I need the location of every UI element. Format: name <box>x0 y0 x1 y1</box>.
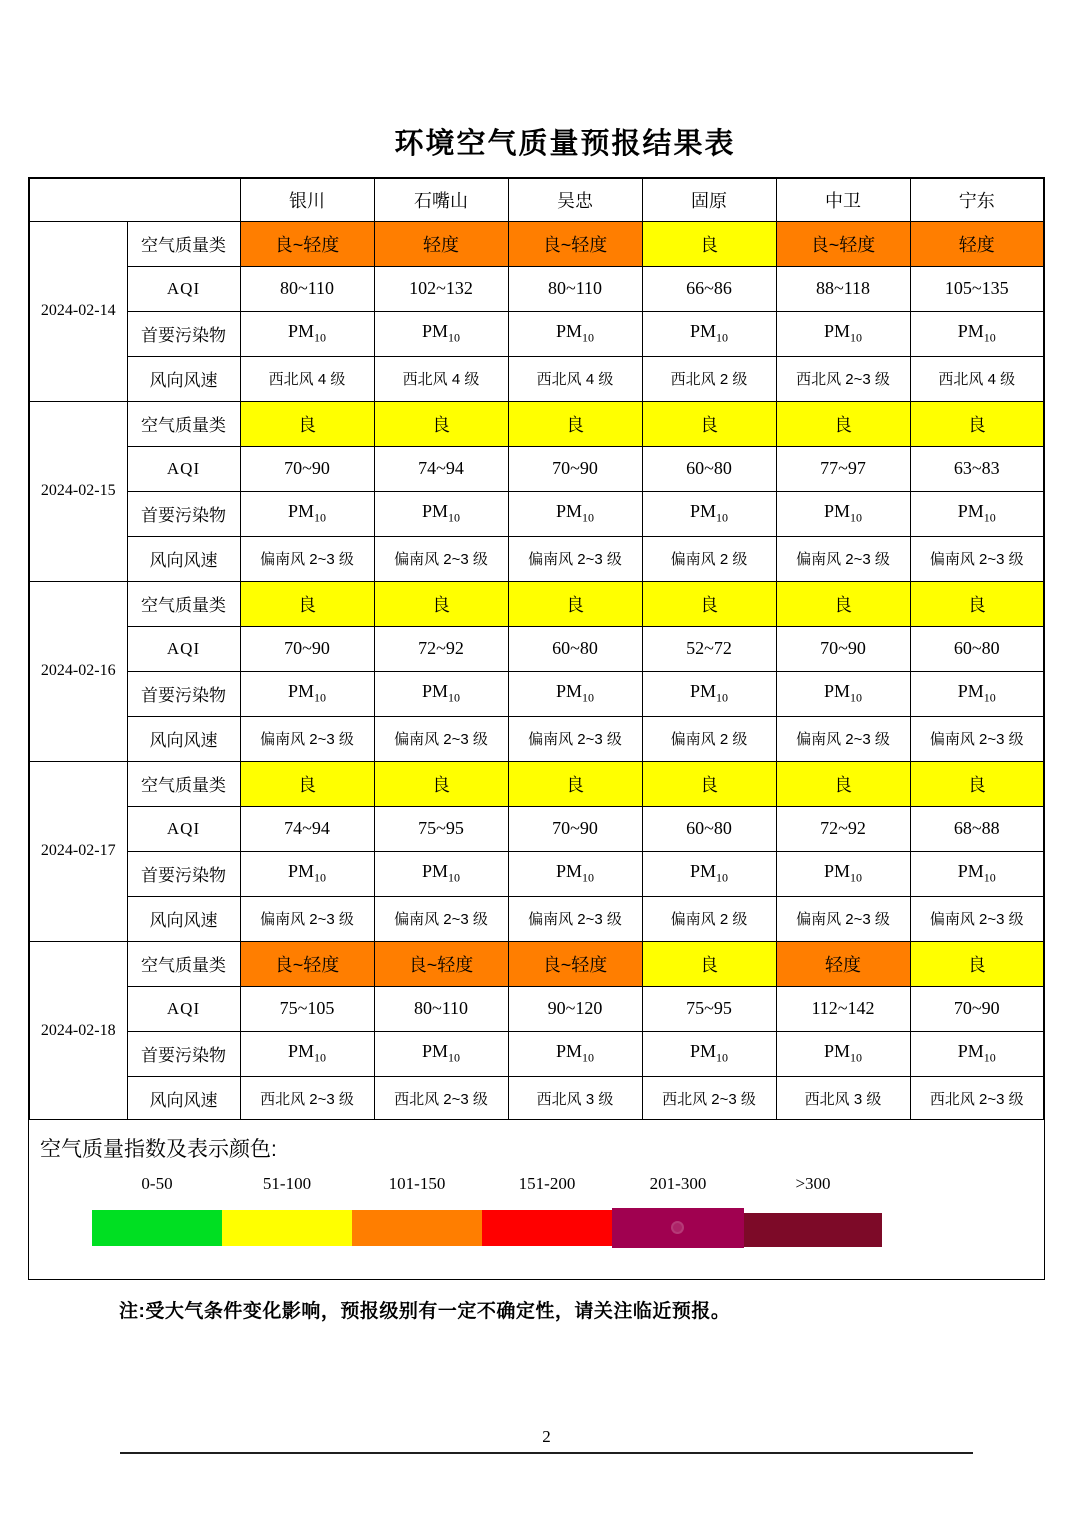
metric-label-pollutant: 首要污染物 <box>127 311 240 356</box>
pollutant-base: PM <box>421 321 448 342</box>
pollutant-cell <box>374 1031 508 1076</box>
pollutant-base: PM <box>823 681 850 702</box>
metric-label-aqi: AQI <box>127 626 240 671</box>
pollutant-base: PM <box>421 681 448 702</box>
pollutant-subscript: 10 <box>716 1050 728 1065</box>
wind-cell: 偏南风 2~3 级 <box>776 536 910 581</box>
metric-label-aqi: AQI <box>127 266 240 311</box>
legend-range-label: 51-100 <box>262 1174 312 1193</box>
wind-cell: 西北风 4 级 <box>508 356 642 401</box>
pollutant-base: PM <box>555 321 582 342</box>
pollutant-base: PM <box>421 1041 448 1062</box>
pollutant-subscript: 10 <box>716 870 728 885</box>
pollutant-cell <box>508 671 642 716</box>
wind-cell: 偏南风 2~3 级 <box>240 536 374 581</box>
pollutant-subscript: 10 <box>582 330 594 345</box>
pollutant-cell <box>374 671 508 716</box>
footer-rule <box>120 1452 973 1454</box>
pollutant-base: PM <box>823 501 850 522</box>
aqi-cell: 80~110 <box>374 986 508 1031</box>
legend-range <box>92 1173 222 1246</box>
quality-cell: 良 <box>910 941 1044 986</box>
aqi-cell: 70~90 <box>240 626 374 671</box>
city-header: 吴忠 <box>508 178 642 221</box>
aqi-cell: 52~72 <box>642 626 776 671</box>
quality-cell: 良 <box>776 581 910 626</box>
aqi-cell: 77~97 <box>776 446 910 491</box>
pollutant-base: PM <box>689 501 716 522</box>
aqi-cell: 74~94 <box>240 806 374 851</box>
table-row <box>29 806 1044 851</box>
legend-range <box>352 1173 482 1246</box>
aqi-cell: 70~90 <box>508 446 642 491</box>
quality-cell: 良 <box>642 221 776 266</box>
quality-cell: 轻度 <box>776 941 910 986</box>
pollutant-subscript: 10 <box>850 870 862 885</box>
quality-cell: 良~轻度 <box>240 221 374 266</box>
city-header: 石嘴山 <box>374 178 508 221</box>
quality-cell: 良 <box>240 401 374 446</box>
pollutant-subscript: 10 <box>314 690 326 705</box>
metric-label-quality: 空气质量类 <box>127 761 240 806</box>
pollutant-subscript: 10 <box>983 330 996 345</box>
pollutant-cell <box>508 851 642 896</box>
pollutant-base: PM <box>957 501 984 522</box>
wind-cell: 偏南风 2~3 级 <box>508 896 642 941</box>
table-row <box>29 581 1044 626</box>
pollutant-cell <box>508 1031 642 1076</box>
aqi-cell: 112~142 <box>776 986 910 1031</box>
pollutant-cell <box>910 491 1044 536</box>
pollutant-base: PM <box>287 1041 314 1062</box>
wind-cell: 西北风 3 级 <box>776 1076 910 1121</box>
wind-cell: 偏南风 2~3 级 <box>240 896 374 941</box>
page-number: 2 <box>542 1427 551 1446</box>
pollutant-subscript: 10 <box>983 870 996 885</box>
aqi-cell: 75~105 <box>240 986 374 1031</box>
pollutant-subscript: 10 <box>716 330 728 345</box>
pollutant-cell <box>374 491 508 536</box>
pollutant-subscript: 10 <box>448 870 460 885</box>
wind-cell: 偏南风 2~3 级 <box>910 716 1044 761</box>
metric-label-pollutant: 首要污染物 <box>127 851 240 896</box>
legend-color-swatch <box>352 1210 482 1246</box>
table-header-row <box>29 178 1044 221</box>
table-row <box>29 896 1044 941</box>
pollutant-cell <box>910 1031 1044 1076</box>
pollutant-cell <box>642 311 776 356</box>
pollutant-base: PM <box>689 321 716 342</box>
legend-color-swatch <box>612 1208 744 1248</box>
aqi-cell: 105~135 <box>910 266 1044 311</box>
aqi-cell: 70~90 <box>240 446 374 491</box>
aqi-cell: 80~110 <box>508 266 642 311</box>
quality-cell: 良 <box>776 761 910 806</box>
quality-cell: 良 <box>642 941 776 986</box>
table-row <box>29 446 1044 491</box>
wind-cell: 偏南风 2~3 级 <box>776 716 910 761</box>
pollutant-subscript: 10 <box>314 510 326 525</box>
pollutant-base: PM <box>689 1041 716 1062</box>
wind-cell: 西北风 3 级 <box>508 1076 642 1121</box>
pollutant-subscript: 10 <box>850 1050 862 1065</box>
table-row <box>29 536 1044 581</box>
wind-cell: 偏南风 2~3 级 <box>776 896 910 941</box>
pollutant-cell <box>240 311 374 356</box>
aqi-cell: 60~80 <box>508 626 642 671</box>
aqi-cell: 72~92 <box>374 626 508 671</box>
pollutant-subscript: 10 <box>582 1050 594 1065</box>
legend-range-label: 151-200 <box>518 1174 576 1193</box>
pollutant-base: PM <box>957 861 984 882</box>
legend-range <box>222 1173 352 1246</box>
metric-label-quality: 空气质量类 <box>127 941 240 986</box>
pollutant-cell <box>910 851 1044 896</box>
pollutant-subscript: 10 <box>983 510 996 525</box>
pollutant-cell <box>910 671 1044 716</box>
pollutant-cell <box>374 851 508 896</box>
wind-cell: 偏南风 2~3 级 <box>910 896 1044 941</box>
pollutant-base: PM <box>823 861 850 882</box>
pollutant-subscript: 10 <box>448 690 460 705</box>
table-row <box>29 311 1044 356</box>
pollutant-base: PM <box>689 861 716 882</box>
pollutant-base: PM <box>421 501 448 522</box>
wind-cell: 西北风 2~3 级 <box>374 1076 508 1121</box>
legend-color-swatch <box>92 1210 222 1246</box>
table-row <box>29 851 1044 896</box>
aqi-cell: 90~120 <box>508 986 642 1031</box>
note-text: 注:受大气条件变化影响，预报级别有一定不确定性，请关注临近预报。 <box>119 1301 731 1322</box>
table-row <box>29 761 1044 806</box>
metric-label-quality: 空气质量类 <box>127 221 240 266</box>
metric-label-aqi: AQI <box>127 806 240 851</box>
wind-cell: 偏南风 2~3 级 <box>508 536 642 581</box>
quality-cell: 良 <box>508 581 642 626</box>
quality-cell: 良 <box>642 581 776 626</box>
table-row <box>29 626 1044 671</box>
pollutant-base: PM <box>957 681 984 702</box>
date-cell: 2024-02-16 <box>29 581 127 761</box>
city-header: 银川 <box>240 178 374 221</box>
wind-cell: 偏南风 2~3 级 <box>374 716 508 761</box>
pollutant-cell <box>374 311 508 356</box>
pollutant-cell <box>240 491 374 536</box>
wind-cell: 偏南风 2 级 <box>642 536 776 581</box>
pollutant-subscript: 10 <box>850 330 862 345</box>
quality-cell: 轻度 <box>910 221 1044 266</box>
legend-color-swatch <box>744 1213 882 1247</box>
pollutant-subscript: 10 <box>314 330 326 345</box>
legend-range <box>612 1173 744 1248</box>
aqi-cell: 75~95 <box>374 806 508 851</box>
aqi-cell: 88~118 <box>776 266 910 311</box>
pollutant-cell <box>642 491 776 536</box>
legend-range <box>744 1173 882 1247</box>
pollutant-cell <box>240 851 374 896</box>
pollutant-base: PM <box>287 681 314 702</box>
wind-cell: 偏南风 2~3 级 <box>240 716 374 761</box>
table-row <box>29 1076 1044 1121</box>
quality-cell: 良~轻度 <box>508 941 642 986</box>
date-cell: 2024-02-14 <box>29 221 127 401</box>
pollutant-subscript: 10 <box>582 510 594 525</box>
wind-cell: 西北风 2 级 <box>642 356 776 401</box>
table-row <box>29 941 1044 986</box>
table-row <box>29 356 1044 401</box>
pollutant-subscript: 10 <box>850 510 862 525</box>
city-header: 固原 <box>642 178 776 221</box>
metric-label-wind: 风向风速 <box>127 716 240 761</box>
pollutant-subscript: 10 <box>448 510 460 525</box>
pollutant-cell <box>240 671 374 716</box>
pollutant-base: PM <box>287 861 314 882</box>
aqi-cell: 70~90 <box>508 806 642 851</box>
aqi-cell: 80~110 <box>240 266 374 311</box>
pollutant-subscript: 10 <box>716 690 728 705</box>
legend-color-swatch <box>222 1210 352 1246</box>
metric-label-wind: 风向风速 <box>127 536 240 581</box>
corner-cell <box>29 178 240 221</box>
quality-cell: 良 <box>910 401 1044 446</box>
pollutant-cell <box>642 851 776 896</box>
wind-cell: 西北风 4 级 <box>240 356 374 401</box>
quality-cell: 良 <box>910 761 1044 806</box>
wind-cell: 西北风 2~3 级 <box>910 1076 1044 1121</box>
pollutant-cell <box>240 1031 374 1076</box>
pollutant-subscript: 10 <box>448 1050 460 1065</box>
table-row <box>29 716 1044 761</box>
quality-cell: 良 <box>776 401 910 446</box>
wind-cell: 西北风 4 级 <box>910 356 1044 401</box>
legend-box <box>28 1119 1045 1280</box>
metric-label-pollutant: 首要污染物 <box>127 671 240 716</box>
pollutant-base: PM <box>823 1041 850 1062</box>
pollutant-cell <box>776 491 910 536</box>
pollutant-cell <box>776 1031 910 1076</box>
quality-cell: 良 <box>240 581 374 626</box>
metric-label-quality: 空气质量类 <box>127 401 240 446</box>
pollutant-base: PM <box>689 681 716 702</box>
pollutant-base: PM <box>555 861 582 882</box>
metric-label-pollutant: 首要污染物 <box>127 1031 240 1076</box>
aqi-cell: 66~86 <box>642 266 776 311</box>
wind-cell: 偏南风 2~3 级 <box>910 536 1044 581</box>
quality-cell: 良 <box>508 761 642 806</box>
city-header: 宁东 <box>910 178 1044 221</box>
pollutant-base: PM <box>823 321 850 342</box>
date-cell: 2024-02-18 <box>29 941 127 1121</box>
legend-range-label: 201-300 <box>649 1174 707 1193</box>
pollutant-subscript: 10 <box>983 690 996 705</box>
quality-cell: 良 <box>910 581 1044 626</box>
pollutant-subscript: 10 <box>582 870 594 885</box>
pollutant-subscript: 10 <box>983 1050 996 1065</box>
legend-range <box>482 1173 612 1246</box>
table-row <box>29 1031 1044 1076</box>
city-header: 中卫 <box>776 178 910 221</box>
quality-cell: 良~轻度 <box>776 221 910 266</box>
pollutant-cell <box>508 311 642 356</box>
aqi-cell: 75~95 <box>642 986 776 1031</box>
metric-label-aqi: AQI <box>127 446 240 491</box>
pollutant-base: PM <box>555 1041 582 1062</box>
wind-cell: 偏南风 2 级 <box>642 716 776 761</box>
aqi-cell: 74~94 <box>374 446 508 491</box>
table-row <box>29 221 1044 266</box>
quality-cell: 良 <box>642 761 776 806</box>
aqi-cell: 60~80 <box>642 446 776 491</box>
quality-cell: 良~轻度 <box>508 221 642 266</box>
pollutant-subscript: 10 <box>314 870 326 885</box>
aqi-cell: 102~132 <box>374 266 508 311</box>
pollutant-subscript: 10 <box>850 690 862 705</box>
aqi-cell: 70~90 <box>776 626 910 671</box>
metric-label-wind: 风向风速 <box>127 896 240 941</box>
wind-cell: 偏南风 2~3 级 <box>508 716 642 761</box>
wind-cell: 偏南风 2~3 级 <box>374 896 508 941</box>
metric-label-wind: 风向风速 <box>127 1076 240 1121</box>
quality-cell: 良 <box>508 401 642 446</box>
legend-range-label: 0-50 <box>141 1174 173 1193</box>
table-row <box>29 986 1044 1031</box>
pollutant-cell <box>910 311 1044 356</box>
table-row <box>29 671 1044 716</box>
pollutant-base: PM <box>287 501 314 522</box>
pollutant-cell <box>776 311 910 356</box>
date-cell: 2024-02-17 <box>29 761 127 941</box>
pollutant-subscript: 10 <box>448 330 460 345</box>
pollutant-base: PM <box>555 501 582 522</box>
pollutant-cell <box>776 671 910 716</box>
aqi-cell: 63~83 <box>910 446 1044 491</box>
metric-label-aqi: AQI <box>127 986 240 1031</box>
table-row <box>29 266 1044 311</box>
pollutant-subscript: 10 <box>582 690 594 705</box>
legend-title: 空气质量指数及表示颜色: <box>40 1138 277 1161</box>
quality-cell: 良 <box>240 761 374 806</box>
pollutant-subscript: 10 <box>716 510 728 525</box>
date-cell: 2024-02-15 <box>29 401 127 581</box>
wind-cell: 偏南风 2~3 级 <box>374 536 508 581</box>
pollutant-cell <box>508 491 642 536</box>
legend-range-label: >300 <box>795 1174 831 1193</box>
quality-cell: 良~轻度 <box>240 941 374 986</box>
forecast-table <box>28 177 1045 1122</box>
pollutant-cell <box>642 1031 776 1076</box>
pollutant-base: PM <box>421 861 448 882</box>
wind-cell: 西北风 4 级 <box>374 356 508 401</box>
legend-color-swatch <box>482 1210 612 1246</box>
wind-cell: 西北风 2~3 级 <box>240 1076 374 1121</box>
wind-cell: 西北风 2~3 级 <box>776 356 910 401</box>
aqi-cell: 70~90 <box>910 986 1044 1031</box>
table-row <box>29 401 1044 446</box>
aqi-cell: 72~92 <box>776 806 910 851</box>
metric-label-quality: 空气质量类 <box>127 581 240 626</box>
metric-label-wind: 风向风速 <box>127 356 240 401</box>
legend-range-label: 101-150 <box>388 1174 446 1193</box>
quality-cell: 良 <box>642 401 776 446</box>
aqi-cell: 60~80 <box>910 626 1044 671</box>
quality-cell: 良 <box>374 761 508 806</box>
table-row <box>29 491 1044 536</box>
quality-cell: 良~轻度 <box>374 941 508 986</box>
metric-label-pollutant: 首要污染物 <box>127 491 240 536</box>
pollutant-base: PM <box>287 321 314 342</box>
wind-cell: 偏南风 2 级 <box>642 896 776 941</box>
quality-cell: 良 <box>374 401 508 446</box>
pollutant-cell <box>642 671 776 716</box>
quality-cell: 轻度 <box>374 221 508 266</box>
aqi-cell: 68~88 <box>910 806 1044 851</box>
pollutant-base: PM <box>957 321 984 342</box>
pollutant-subscript: 10 <box>314 1050 326 1065</box>
pollutant-base: PM <box>957 1041 984 1062</box>
pollutant-base: PM <box>555 681 582 702</box>
pollutant-cell <box>776 851 910 896</box>
aqi-cell: 60~80 <box>642 806 776 851</box>
wind-cell: 西北风 2~3 级 <box>642 1076 776 1121</box>
page-title: 环境空气质量预报结果表 <box>394 128 736 160</box>
quality-cell: 良 <box>374 581 508 626</box>
legend-scale <box>92 1173 882 1248</box>
